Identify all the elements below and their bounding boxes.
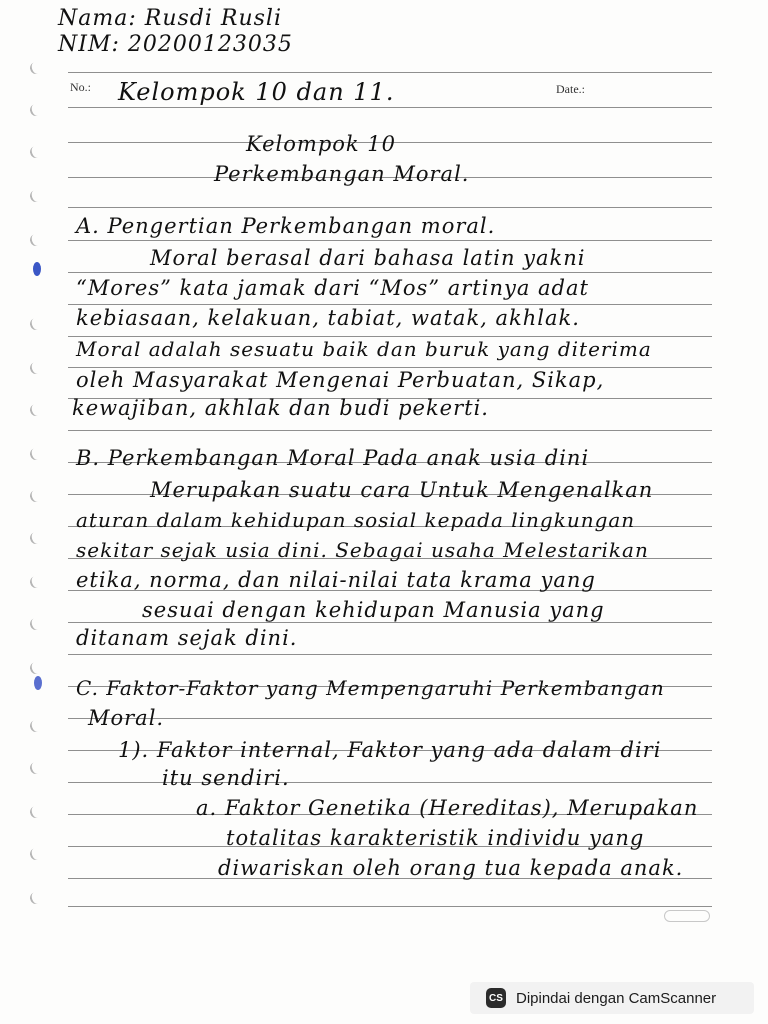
section-a-line: “Mores” kata jamak dari “Mos” artinya adat	[76, 276, 589, 300]
printed-no-label: No.:	[70, 80, 91, 94]
student-id: NIM: 20200123035	[58, 32, 293, 57]
binding-mark	[28, 890, 43, 905]
camscanner-text: Dipindai dengan CamScanner	[516, 989, 717, 1007]
camscanner-icon: CS	[486, 988, 506, 1008]
binding-mark	[28, 718, 43, 733]
binding-mark	[28, 316, 43, 331]
page-title-group: Kelompok 10	[246, 132, 397, 156]
binding-mark	[28, 760, 43, 775]
ruled-line	[68, 906, 712, 907]
section-a-line: Moral berasal dari bahasa latin yakni	[150, 246, 586, 270]
section-c-heading-cont: Moral.	[88, 706, 165, 730]
section-c-line: 1). Faktor internal, Faktor yang ada dalam diri	[118, 738, 662, 762]
section-c-heading: C. Faktor-Faktor yang Mempengaruhi Perkembangan	[76, 676, 665, 700]
section-c-line: totalitas karakteristik individu yang	[226, 826, 645, 850]
section-a-line: kewajiban, akhlak dan budi pekerti.	[72, 396, 489, 420]
section-a-line: kebiasaan, kelakuan, tabiat, watak, akhlak.	[76, 306, 580, 330]
ruled-line	[68, 718, 712, 719]
section-b-line: aturan dalam kehidupan sosial kepada lingkungan	[76, 508, 636, 532]
ink-spot	[33, 262, 41, 276]
section-b-line: ditanam sejak dini.	[76, 626, 298, 650]
section-b-heading: B. Perkembangan Moral Pada anak usia dini	[76, 446, 590, 470]
page-number-box	[664, 910, 710, 922]
binding-mark	[28, 402, 43, 417]
binding-mark	[28, 574, 43, 589]
ruled-line	[68, 72, 712, 73]
ruled-line	[68, 107, 712, 108]
section-c-line: itu sendiri.	[162, 766, 290, 790]
binding-mark	[28, 102, 43, 117]
binding-mark	[28, 446, 43, 461]
binding-mark	[28, 144, 43, 159]
page-title: Perkembangan Moral.	[214, 162, 470, 186]
section-c-line: a. Faktor Genetika (Hereditas), Merupakan	[196, 796, 699, 820]
ruled-line	[68, 304, 712, 305]
binding-mark	[28, 232, 43, 247]
student-name: Nama: Rusdi Rusli	[58, 6, 282, 31]
section-b-line: etika, norma, dan nilai-nilai tata krama yang	[76, 568, 596, 592]
ruled-line	[68, 272, 712, 273]
printed-date-label: Date.:	[556, 82, 585, 96]
binding-mark	[28, 616, 43, 631]
section-b-line: Merupakan suatu cara Untuk Mengenalkan	[150, 478, 654, 502]
binding-mark	[28, 488, 43, 503]
section-c-line: diwariskan oleh orang tua kepada anak.	[218, 856, 684, 880]
ruled-line	[68, 622, 712, 623]
ruled-line	[68, 430, 712, 431]
topic-line: Kelompok 10 dan 11.	[118, 78, 395, 106]
ruled-line	[68, 207, 712, 208]
binding-mark	[28, 530, 43, 545]
section-a-line: oleh Masyarakat Mengenai Perbuatan, Sikap,	[76, 368, 605, 392]
section-b-line: sekitar sejak usia dini. Sebagai usaha Melestarikan	[76, 538, 649, 562]
section-a-line: Moral adalah sesuatu baik dan buruk yang diterima	[76, 337, 652, 361]
ruled-line	[68, 240, 712, 241]
camscanner-watermark	[470, 982, 754, 1014]
binding-mark	[28, 60, 43, 75]
section-b-line: sesuai dengan kehidupan Manusia yang	[142, 598, 605, 622]
ruled-line	[68, 654, 712, 655]
ink-spot	[34, 676, 42, 690]
binding-mark	[28, 846, 43, 861]
section-a-heading: A. Pengertian Perkembangan moral.	[76, 214, 496, 238]
binding-mark	[28, 188, 43, 203]
binding-mark	[28, 804, 43, 819]
binding-mark	[28, 660, 43, 675]
binding-mark	[28, 360, 43, 375]
